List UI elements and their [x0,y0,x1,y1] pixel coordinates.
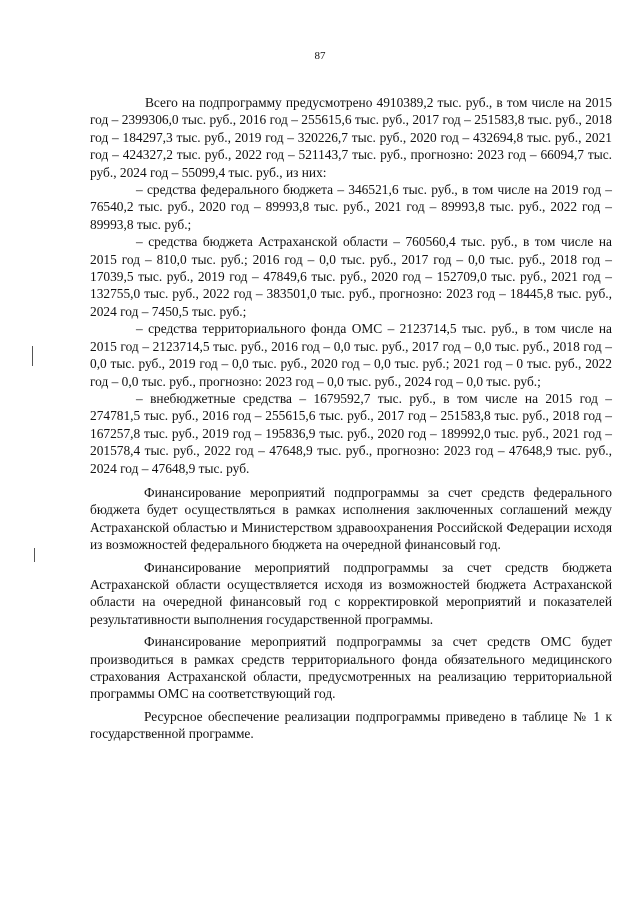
list-item-regional-budget: – средства бюджета Астраханской области – 760560,4 тыс. руб., в том числе на 2015 год – 810,0 тыс. руб.; 2016 год – 0,0 тыс. руб., 2017 год – 0,0 тыс. руб., 2018 год – 17039,5 тыс. руб., 2019 год – 47849,6 тыс. руб., 2020 год – 152709,0 тыс. руб., 2021 год – 132755,0 тыс. руб., 2022 год – 383501,0 тыс. руб., прогнозно: 2023 год – 18445,8 тыс. руб., 2024 год – 7450,5 тыс. руб.; [90,234,612,319]
list-item-oms-fund: – средства территориального фонда ОМС – 2123714,5 тыс. руб., в том числе на 2015 год – 2123714,5 тыс. руб., 2016 год – 0,0 тыс. руб., 2017 год – 0,0 тыс. руб., 2018 год – 0,0 тыс. руб., 2019 год – 0,0 тыс. руб., 2020 год – 0,0 тыс. руб.; 2021 год – 0 тыс. руб., 2022 год – 0,0 тыс. руб., прогнозно: 2023 год – 0,0 тыс. руб., 2024 год – 0,0 тыс. руб.; [90,321,612,389]
paragraph-regional-financing: Финансирование мероприятий подпрограммы за счет средств бюджета Астраханской области осуществляется исходя из возможностей бюджета Астраханской области на очередной финансовый год с корректировкой мероприятий и показателей результативности выполнения государственной программы. [90,559,612,627]
paragraph-oms-financing: Финансирование мероприятий подпрограммы за счет средств ОМС будет производиться в рамках средств территориального фонда обязательного медицинского страхования Астраханской области, предусмотренных на реализацию территориальной программы ОМС на соответствующий год. [90,634,612,702]
left-margin-mark [32,346,33,366]
paragraph-resource-table-reference: Ресурсное обеспечение реализации подпрограммы приведено в таблице № 1 к государственной программе. [90,708,612,742]
document-body [90,94,612,743]
paragraph-federal-financing: Финансирование мероприятий подпрограммы за счет средств федерального бюджета будет осуществляться в рамках исполнения заключенных соглашений между Астраханской областью и Министерством здравоохранения Российской Федерации исходя из возможностей федерального бюджета на очередной финансовый год. [90,484,612,553]
list-item-extrabudgetary: – внебюджетные средства – 1679592,7 тыс. руб., в том числе на 2015 год – 274781,5 тыс. руб., 2016 год – 255615,6 тыс. руб., 2017 год – 251583,8 тыс. руб., 2018 год – 167257,8 тыс. руб., 2019 год – 195836,9 тыс. руб., 2020 год – 189992,0 тыс. руб., 2021 год – 201578,4 тыс. руб., 2022 год – 47648,9 тыс. руб., прогнозно: 2023 год – 47648,9 тыс. руб., 2024 год – 47648,9 тыс. руб. [90,390,612,476]
page-number: 87 [314,50,326,62]
paragraph-total-funding: Всего на подпрограмму предусмотрено 4910389,2 тыс. руб., в том числе на 2015 год – 2399306,0 тыс. руб., 2016 год – 255615,6 тыс. руб., 2017 год – 251583,8 тыс. руб., 2018 год – 184297,3 тыс. руб., 2019 год – 320226,7 тыс. руб., 2020 год – 432694,8 тыс. руб., 2021 год – 424327,2 тыс. руб., 2022 год – 521143,7 тыс. руб., прогнозно: 2023 год – 66094,7 тыс. руб., 2024 год – 55099,4 тыс. руб., из них: [90,95,612,180]
left-margin-mark-2 [34,548,35,562]
list-item-federal-budget: – средства федерального бюджета – 346521,6 тыс. руб., в том числе на 2019 год – 76540,2 тыс. руб., 2020 год – 89993,8 тыс. руб., 2021 год – 89993,8 тыс. руб., 2022 год – 89993,8 тыс. руб.; [90,182,612,232]
